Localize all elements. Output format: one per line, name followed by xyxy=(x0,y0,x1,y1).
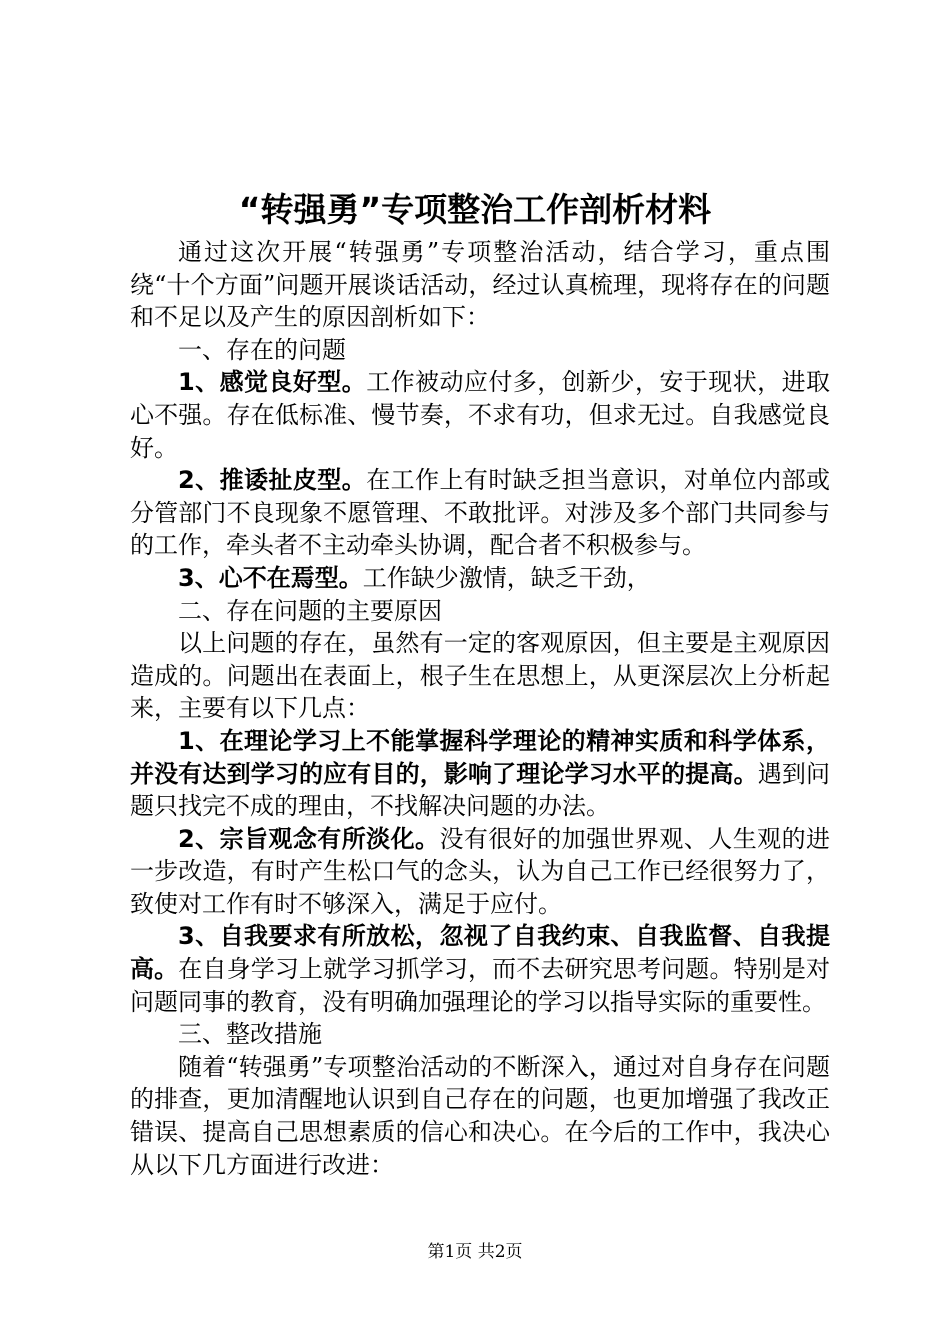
problem-item-3-text: 工作缺少激情，缺乏干劲， xyxy=(362,563,651,592)
document-body xyxy=(130,236,830,1181)
cause-item-1-lead: 1、在理论学习上不能掌握科学理论的精神实质和科学体系，并没有达到学习的应有目的，影响了理论学习水平的提高。 xyxy=(130,726,830,788)
measures-intro-paragraph: 随着“转强勇”专项整治活动的不断深入，通过对自身存在问题的排查，更加清醒地认识到自己存在的问题，也更加增强了我改正错误、提高自己思想素质的信心和决心。在今后的工作中，我决心从以下几方面进行改进： xyxy=(130,1052,830,1179)
cause-item-2-text: 没有很好的加强世界观、人生观的进一步改造，有时产生松口气的念头，认为自己工作已经很努力了，致使对工作有时不够深入，满足于应付。 xyxy=(130,824,831,918)
problem-item-2-lead: 2、推诿扯皮型。 xyxy=(178,466,367,495)
problem-item-3 xyxy=(130,562,830,595)
problem-item-1 xyxy=(130,366,830,464)
cause-item-1-text: 遇到问题只找完不成的理由，不找解决问题的办法。 xyxy=(130,759,831,821)
page-footer: 第1页 共2页 xyxy=(427,1242,523,1262)
intro-paragraph: 通过这次开展“转强勇”专项整治活动，结合学习，重点围绕“十个方面”问题开展谈话活动，经过认真梳理，现将存在的问题和不足以及产生的原因剖析如下： xyxy=(130,238,830,332)
problem-item-3-lead: 3、心不在焉型。 xyxy=(178,563,363,592)
section-heading-causes: 二、存在问题的主要原因 xyxy=(178,596,442,625)
cause-item-3-text: 在自身学习上就学习抓学习，而不去研究思考问题。特别是对问题同事的教育，没有明确加强理论的学习以指导实际的重要性。 xyxy=(130,955,831,1016)
document-title: “转强勇”专项整治工作剖析材料 xyxy=(238,190,712,229)
section-heading-problems: 一、存在的问题 xyxy=(178,335,346,364)
cause-item-3-lead: 3、自我要求有所放松，忽视了自我约束、自我监督、自我提高。 xyxy=(130,922,830,984)
cause-item-2-lead: 2、宗旨观念有所淡化。 xyxy=(178,824,440,853)
section-heading-measures: 三、整改措施 xyxy=(178,1020,322,1049)
problem-item-1-text: 工作被动应付多，创新少，安于现状，进取心不强。存在低标准、慢节奏，不求有功，但求无过。自我感觉良好。 xyxy=(130,368,831,462)
cause-item-2 xyxy=(130,823,830,921)
problem-item-1-lead: 1、感觉良好型。 xyxy=(178,368,367,397)
causes-intro-paragraph: 以上问题的存在，虽然有一定的客观原因，但主要是主观原因造成的。问题出在表面上，根子生在思想上，从更深层次上分析起来，主要有以下几点： xyxy=(130,629,830,723)
problem-item-2-text: 在工作上有时缺乏担当意识，对单位内部或分管部门不良现象不愿管理、不敢批评。对涉及多个部门共同参与的工作，牵头者不主动牵头协调，配合者不积极参与。 xyxy=(130,466,831,560)
problem-item-2 xyxy=(130,464,830,562)
cause-item-1 xyxy=(130,725,830,823)
cause-item-3 xyxy=(130,920,830,1018)
